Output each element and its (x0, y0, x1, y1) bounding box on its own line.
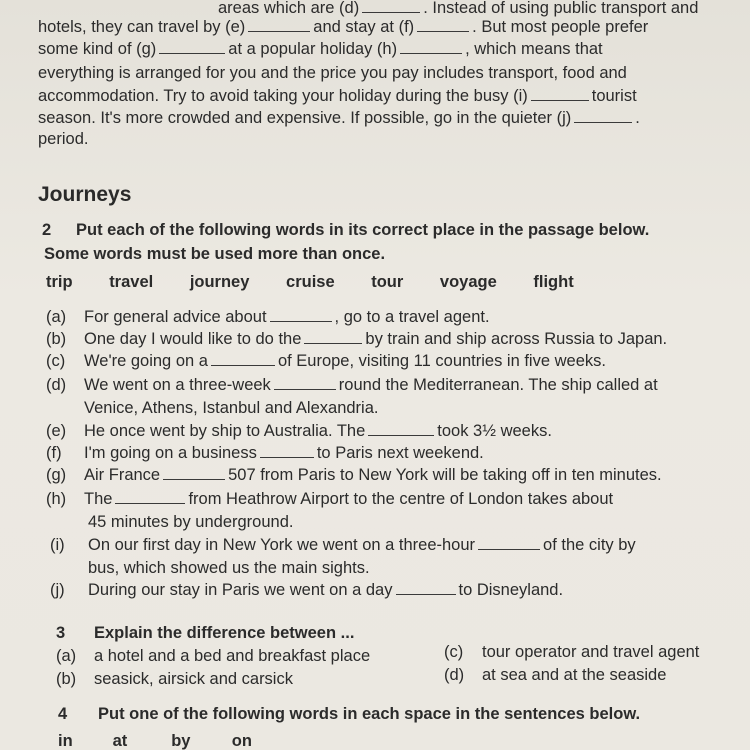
passage-line-6: season. It's more crowded and expensive. If possible, go in the quieter (j) . (38, 109, 640, 127)
passage-line-5: accommodation. Try to avoid taking your holiday during the busy (i) tourist (38, 87, 637, 105)
exercise-3-item-b: (b) seasick, airsick and carsick (56, 670, 293, 688)
item-f: (f) I'm going on a business to Paris next weekend. (46, 444, 484, 462)
word-item: cruise (286, 273, 335, 291)
exercise-4-word-list (58, 731, 272, 750)
item-c: (c) We're going on a of Europe, visiting 11 countries in five weeks. (46, 352, 606, 370)
item-h: (h) The from Heathrow Airport to the centre of London takes about (46, 490, 614, 508)
word-item: voyage (439, 273, 497, 291)
word-list (46, 272, 606, 292)
exercise-3-instruction: 3 Explain the difference between ... (56, 624, 355, 642)
item-b: (b) One day I would like to do the by train and ship across Russia to Japan. (46, 330, 668, 348)
passage-line-2: hotels, they can travel by (e) and stay at (f) . But most people prefer (38, 18, 649, 36)
passage-line-3: some kind of (g) at a popular holiday (h) , which means that (38, 40, 603, 58)
item-a: (a) For general advice about , go to a travel agent. (46, 308, 490, 326)
word-item: travel (109, 273, 154, 291)
item-d: (d) We went on a three-week round the Mediterranean. The ship called at (46, 376, 658, 394)
exercise-2-instruction: 2 Put each of the following words in its correct place in the passage below. (42, 221, 650, 239)
exercise-2-instruction-2: Some words must be used more than once. (44, 245, 386, 263)
item-h-continued: 45 minutes by underground. (88, 513, 294, 531)
item-g: (g) Air France 507 from Paris to New York will be taking off in ten minutes. (46, 466, 662, 484)
word-item: journey (189, 273, 250, 291)
item-i-continued: bus, which showed us the main sights. (88, 559, 370, 577)
exercise-3-item-a: (a) a hotel and a bed and breakfast place (56, 647, 371, 665)
word-item: trip (46, 273, 73, 291)
exercise-3-item-c: (c) tour operator and travel agent (444, 643, 700, 661)
exercise-3-item-d: (d) at sea and at the seaside (444, 666, 667, 684)
item-j: (j) During our stay in Paris we went on a day to Disneyland. (50, 581, 564, 599)
word-item: at (112, 732, 128, 750)
word-item: by (171, 732, 191, 750)
item-d-continued: Venice, Athens, Istanbul and Alexandria. (84, 399, 379, 417)
section-heading: Journeys (38, 183, 132, 206)
word-item: on (231, 732, 252, 750)
word-item: tour (371, 273, 404, 291)
passage-line-4: everything is arranged for you and the price you pay includes transport, food and (38, 64, 627, 82)
passage-line-1: areas which are (d) . Instead of using public transport and (218, 0, 699, 17)
item-e: (e) He once went by ship to Australia. The took 3½ weeks. (46, 422, 552, 440)
word-item: flight (533, 273, 574, 291)
word-item: in (58, 732, 73, 750)
exercise-4-instruction: 4 Put one of the following words in each space in the sentences below. (58, 705, 641, 723)
passage-line-7: period. (38, 130, 89, 148)
item-i: (i) On our first day in New York we went on a three-hour of the city by (50, 536, 636, 554)
